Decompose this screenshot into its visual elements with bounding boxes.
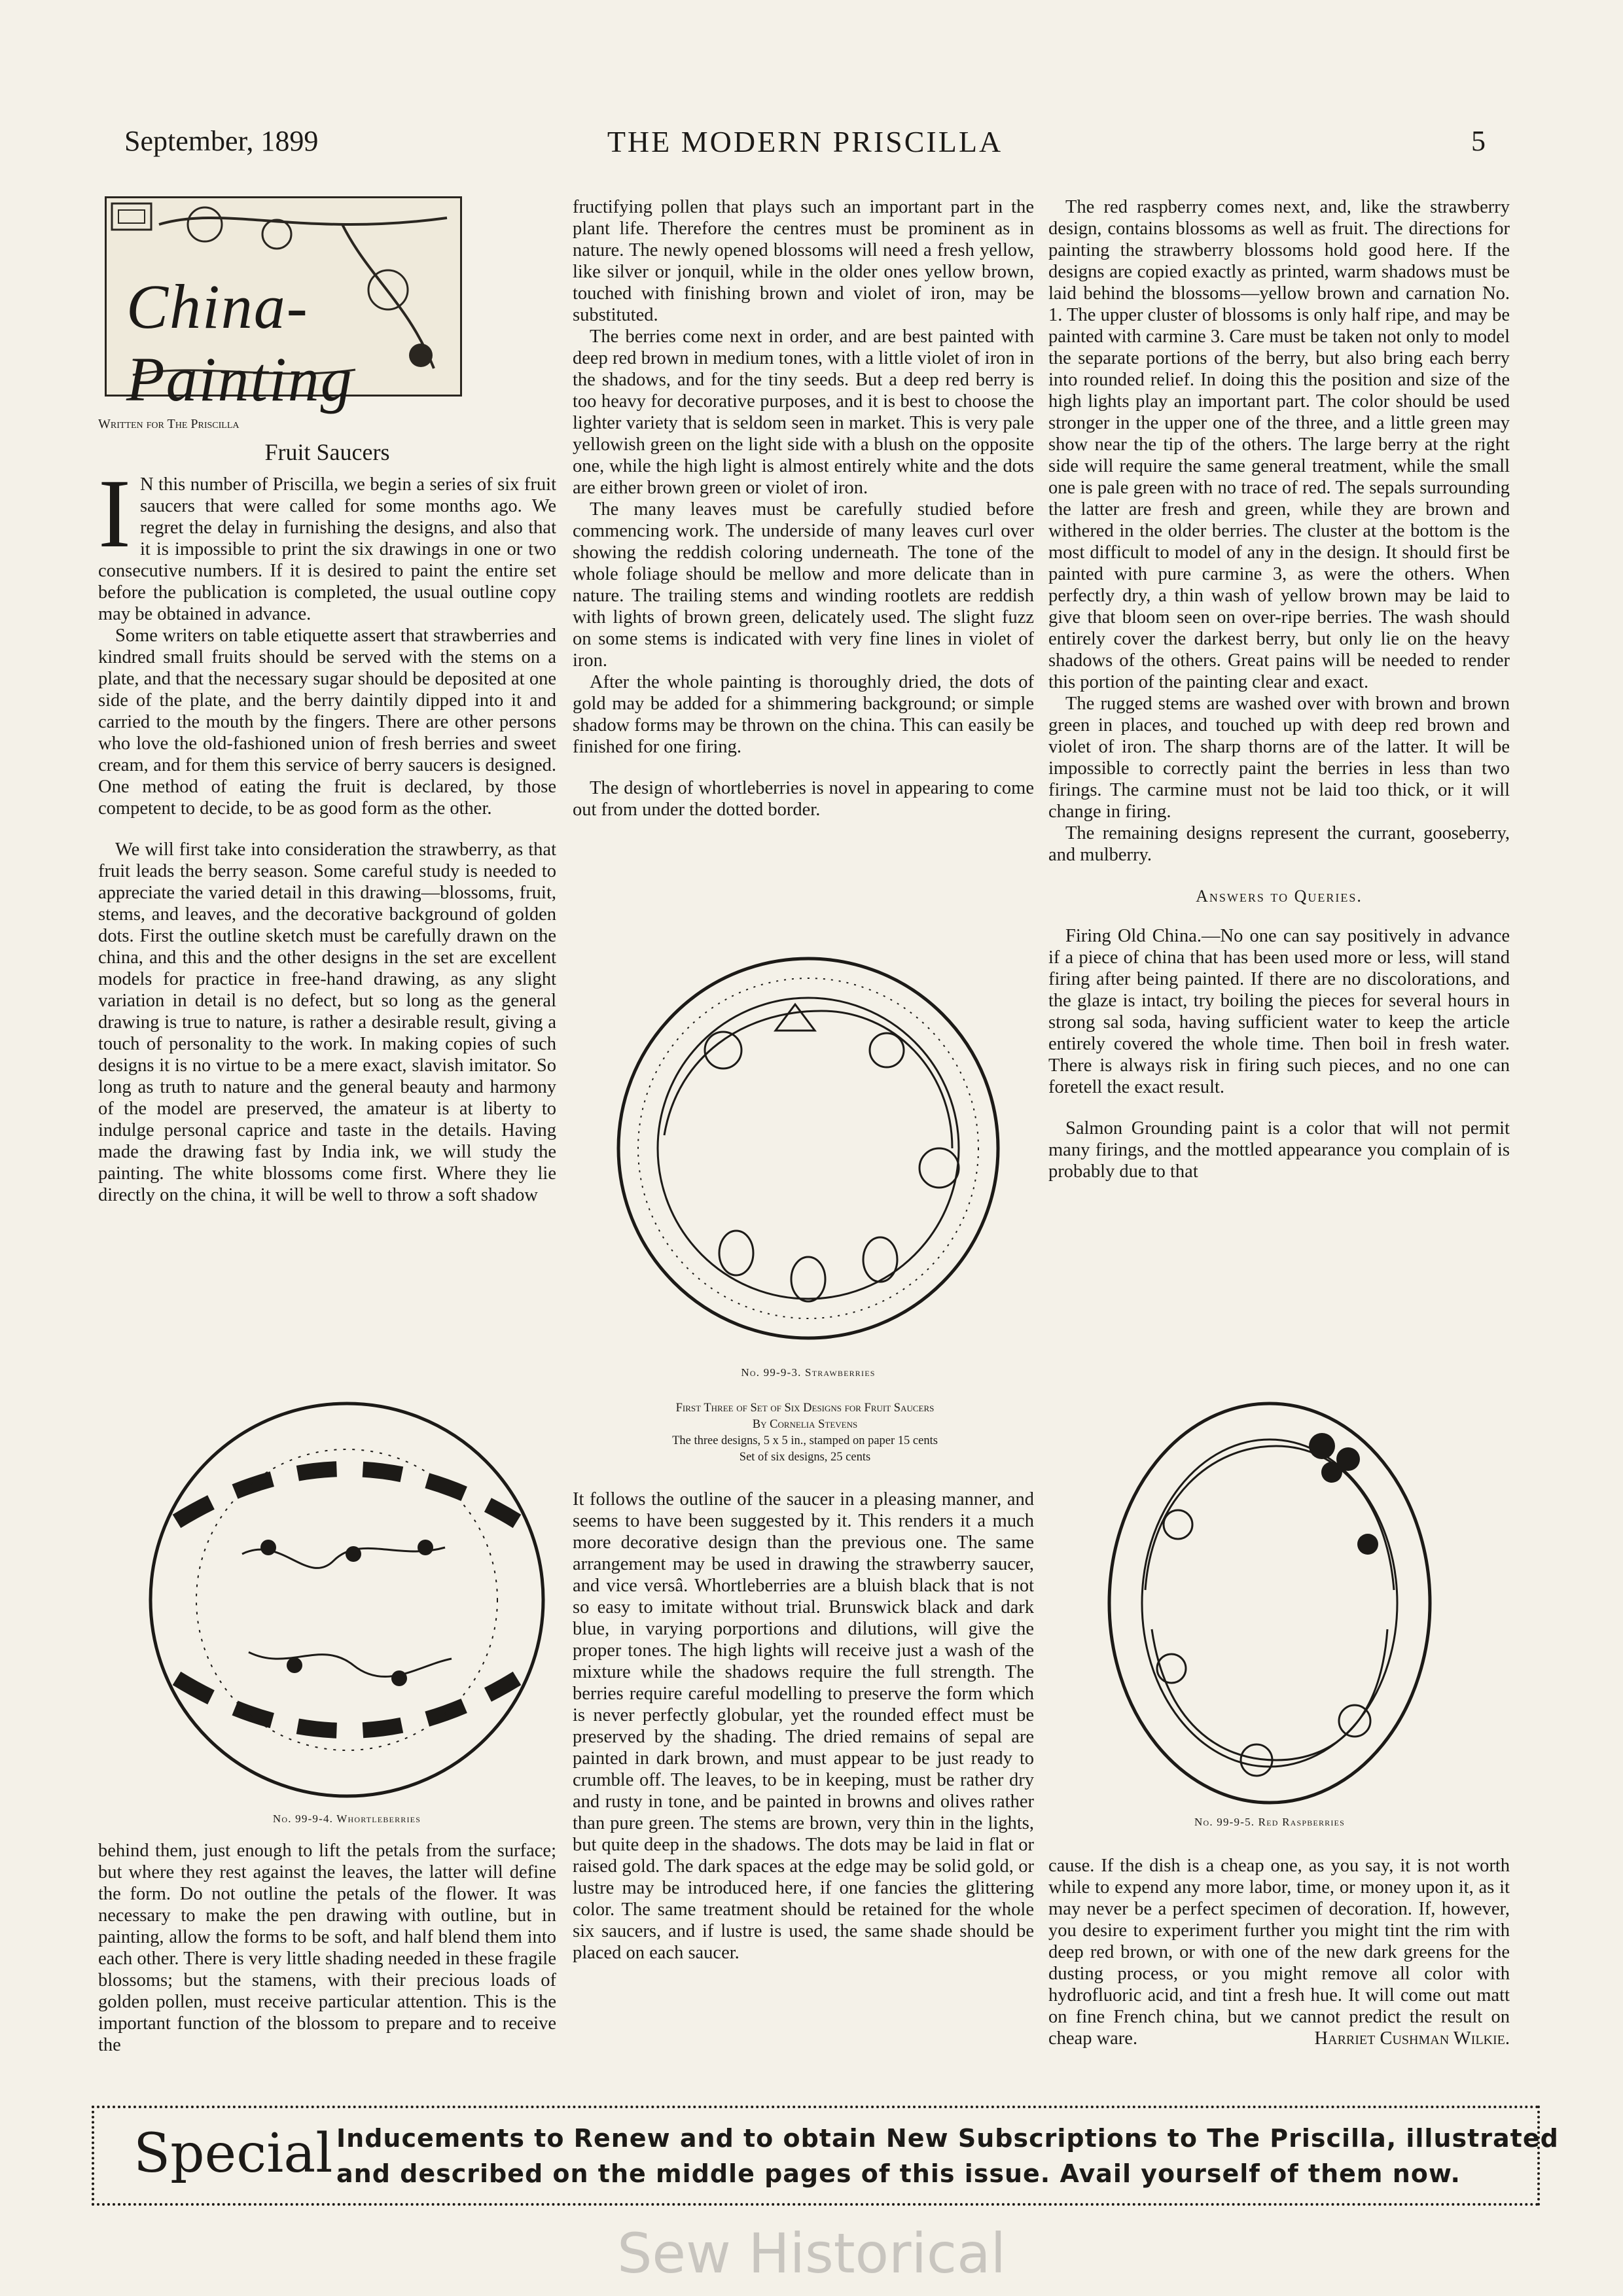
whortleberries-plate-illustration bbox=[137, 1390, 556, 1809]
special-label: Special bbox=[134, 2123, 333, 2185]
query-paragraph: Salmon Grounding paint is a color that will not permit many firings, and the mottled appearance you complain of is probably due to that bbox=[1048, 1118, 1510, 1182]
page-number: 5 bbox=[1471, 125, 1486, 157]
query-paragraph: Firing Old China.—No one can say positively in advance if a piece of china that has been used more or less, will stand firing after being painted. If there are no discolorations, and the glaze is intact, try boiling the pieces for several hours in strong sal soda, having sufficient water to keep the article entirely covered the whole time. Then boil in fresh water. There is always risk in firing such pieces, and no one can foretell the exact result. bbox=[1048, 926, 1510, 1097]
strawberries-plate-illustration bbox=[612, 952, 1005, 1345]
raspberries-caption: No. 99-9-5. Red Raspberries bbox=[1194, 1816, 1345, 1828]
article-paragraph: The design of whortleberries is novel in appearing to come out from under the dotted border. bbox=[573, 778, 1034, 820]
article-paragraph: Some writers on table etiquette assert that strawberries and kindred small fruits should be served with the stems on a plate, and that the necessary sugar should be deposited at one side of the plate, and the berry daintily dipped into it and carried to the mouth by the fingers. There are other persons who love the old-fashioned union of fresh berries and sweet cream, and for them this service of berry saucers is designed. One method of eating the fruit is declared, by those competent to decide, to be as good form as the other. bbox=[98, 626, 556, 819]
column-middle-bottom bbox=[573, 1489, 1034, 1964]
watermark: Sew Historical bbox=[617, 2221, 1006, 2286]
queries-heading: Answers to Queries. bbox=[1196, 887, 1363, 906]
column-right-top bbox=[1048, 196, 1510, 1182]
strawberries-caption: No. 99-9-3. Strawberries bbox=[741, 1366, 876, 1379]
article-paragraph: The remaining designs represent the currant, gooseberry, and mulberry. bbox=[1048, 823, 1510, 865]
article-paragraph: It follows the outline of the saucer in a pleasing manner, and seems to have been suggested by it. This renders it a much more decorative design than the previous one. The same arrangement may be used in drawing the strawberry saucer, and vice versâ. Whortleberries are a bluish black that is not so easy to imitate without trial. Brunswick black and dark blue, in varying porportions and dilutions, will give the proper tones. The high lights will receive just a wash of the mixture while the shadows require the full strength. The berries require careful modelling to preserve the form which is never perfectly globular, yet the rounded effect must be preserved by the shading. The dried remains of sepal are painted in dark brown, and must appear to be just ready to crumble off. The leaves, to be in keeping, must be rather dry and rusty in tone, and be painted in browns and olives rather than pure green. The stems are brown, very thin in the lights, but quite deep in the shadows. The dots may be laid in flat or raised gold. The dark spaces at the edge may be solid gold, or lustre may be introduced here, if one fancies the glittering color. The same treatment should be retained for the whole six saucers, and if lustre is used, the same shade should be placed on each saucer. bbox=[573, 1489, 1034, 1963]
article-paragraph: We will first take into consideration the strawberry, as that fruit leads the berry season. Some careful study is needed to appreciate the varied detail in this drawing—blossoms, fruit, stems, and leaves, and the decorative background of golden dots. First the outline sketch must be carefully drawn on the china, and this and the other designs in the set are excellent models for practice in free-hand drawing, as any slight variation in detail is no defect, but so long as the general drawing is true to nature, is rather a desirable result, giving a touch of personality to the work. In making copies of such designs it is no virtue to be a mere exact, slavish imitator. So long as truth to nature and the general beauty and harmony of the model are preserved, the amateur is at liberty to indulge personal caprice and taste in the details. Having made the drawing fast by India ink, we will study the painting. The white blossoms come first. Where they lie directly on the china, it will be well to throw a soft shadow bbox=[98, 839, 556, 1205]
special-inducements-box bbox=[92, 2106, 1559, 2206]
article-paragraph: The many leaves must be carefully studied before commencing work. The underside of many leaves curl over showing the reddish coloring underneath. The tone of the whole foliage should be mellow and more delicate than in nature. The trailing stems and winding rootlets are reddish with lights of brown green, delicately used. The slight fuzz on some stems is indicated with very fine lines in violet of iron. bbox=[573, 499, 1034, 671]
drop-cap: I bbox=[98, 459, 131, 568]
figure-caption-price: The three designs, 5 x 5 in., stamped on paper 15 cents bbox=[672, 1434, 938, 1447]
special-line-1: Inducements to Renew and to obtain New Subscriptions to The Priscilla, illustrated bbox=[336, 2124, 1559, 2153]
raspberries-plate-illustration bbox=[1106, 1394, 1433, 1812]
article-credit: Written for The Priscilla bbox=[98, 417, 240, 431]
article-paragraph: fructifying pollen that plays such an important part in the plant life. Therefore the centres must be prominent as in nature. The newly opened blossoms will need a fresh yellow, like silver or jonquil, while in the older ones yellow brown, touched with finishing brown and violet of iron, may be substituted. bbox=[573, 197, 1034, 325]
issue-date: September, 1899 bbox=[124, 125, 319, 157]
author-signature: Harriet Cushman Wilkie. bbox=[1314, 2028, 1510, 2049]
column-middle-top bbox=[573, 196, 1034, 821]
figure-caption-author: By Cornelia Stevens bbox=[752, 1418, 858, 1431]
page-header bbox=[124, 124, 1486, 164]
whortleberries-caption: No. 99-9-4. Whortleberries bbox=[272, 1812, 421, 1825]
figure-caption bbox=[556, 1400, 1054, 1466]
figure-caption-title: First Three of Set of Six Designs for Fruit Saucers bbox=[675, 1402, 935, 1415]
column-left-top bbox=[98, 414, 556, 1206]
article-paragraph: The berries come next in order, and are best painted with deep red brown in medium tones, with a little violet of iron in the shadows, and for the tiny seeds. But a deep red berry is too heavy for decorative purposes, and it is best to choose the lighter variety that is seldom seen in market. This is very pale yellowish green on the light side with a blush on the opposite one, while the high light is almost entirely white and the dots are either brown green or violet of iron. bbox=[573, 327, 1034, 498]
article-paragraph: behind them, just enough to lift the petals from the surface; but where they rest against the leaves, the latter will define the form. Do not outline the petals of the flower. It was necessary to make the pen drawing with outline, but in painting, allow the forms to be soft, and half blend them into each other. There is very little shading needed in these fragile blossoms; but the stamens, with their precious loads of golden pollen, must receive particular attention. This is the important function of the blossom to prepare and to receive the bbox=[98, 1841, 556, 2055]
article-paragraph: The rugged stems are washed over with brown and brown green in places, and touched up with deep red brown and violet of iron. The sharp thorns are of the latter. It will be impossible to correctly paint the berries in less than two firings. The carmine must not be laid too thick, or it will change in firing. bbox=[1048, 694, 1510, 822]
article-paragraph: The red raspberry comes next, and, like the strawberry design, contains blossoms as well as fruit. The directions for painting the strawberry blossoms hold good here. If the designs are copied exactly as printed, warm shadows must be laid behind the blossoms—yellow brown and carnation No. 1. The upper cluster of blossoms is only half ripe, and may be painted with carmine 3. Care must be taken not only to model the separate portions of the berry, but also bring each berry into rounded relief. In doing this the position and size of the high lights play an important part. The color should be used stronger in the upper one of the three, and a little green may show near the tip of the others. The large berry at the right side will require the same general treatment, while the small one is pale green with no trace of red. The sepals surrounding the latter are fresh and green, while they are brown and withered in the older berries. The cluster at the bottom is the most difficult to model of any in the design. It should first be painted with pure carmine 3, as were the others. When perfectly dry, a thin wash of yellow brown may be laid to give that bloom seen on over-ripe berries. The wash should entirely cover the darkest berry, but only lie on the heavy shadows of the others. Great pains will be needed to render this portion of the painting clear and exact. bbox=[1048, 197, 1510, 692]
figure-caption-set-price: Set of six designs, 25 cents bbox=[739, 1451, 871, 1464]
query-paragraph: cause. If the dish is a cheap one, as you say, it is not worth while to expend any more labor, time, or money upon it, as it may never be a perfect specimen of decoration. If, however, you desire to experiment further you might tint the rim with deep red brown, or with one of the new dark greens for the dusting process, or you might remove all color with hydrofluoric acid, and tint a fresh hue. It will come out matt on fine French china, but we cannot predict the result on cheap ware. bbox=[1048, 1856, 1510, 2049]
intro-paragraph: I N this number of Priscilla, we begin a series of six fruit saucers that were called for some months ago. We regret the delay in furnishing the designs, and also that it is impossible to print the six drawings in one or two consecutive numbers. If it is desired to paint the entire set before the publication is completed, the usual outline copy may be obtained in advance. bbox=[98, 459, 556, 624]
article-paragraph: After the whole painting is thoroughly dried, the dots of gold may be added for a shimmering background; or simple shadow forms may be thrown on the china. This can easily be finished for one firing. bbox=[573, 672, 1034, 757]
banner-title: China-Painting bbox=[126, 272, 353, 414]
column-right-bottom bbox=[1048, 1855, 1510, 2049]
special-line-2: and described on the middle pages of this issue. Avail yourself of them now. bbox=[336, 2159, 1461, 2188]
magazine-title: THE MODERN PRISCILLA bbox=[607, 125, 1003, 158]
china-painting-banner bbox=[105, 196, 462, 414]
article-title: Fruit Saucers bbox=[264, 439, 390, 465]
column-left-bottom bbox=[98, 1840, 556, 2056]
